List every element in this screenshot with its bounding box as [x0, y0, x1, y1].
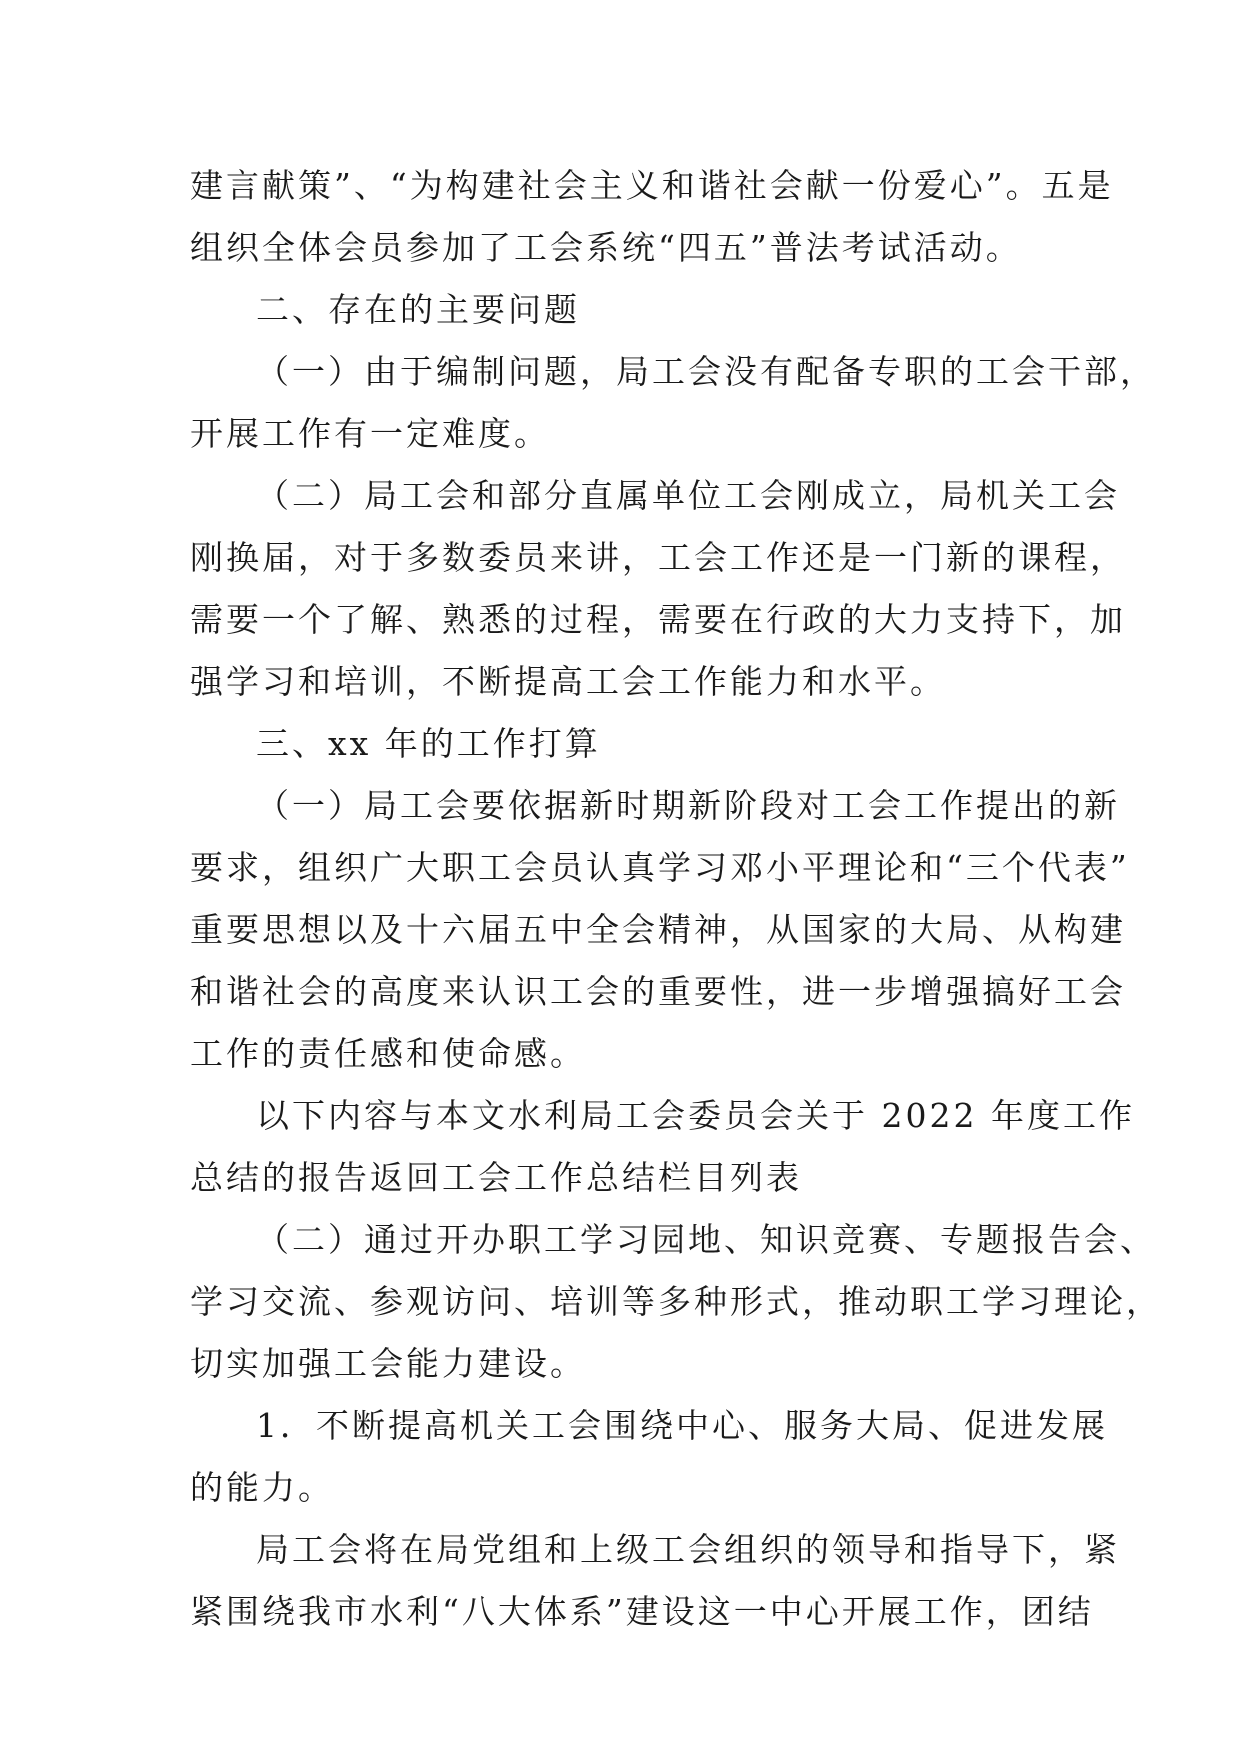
text-line: （二）局工会和部分直属单位工会刚成立，局机关工会	[256, 476, 1120, 515]
text-line: 工作的责任感和使命感。	[190, 1034, 586, 1073]
text-line: 刚换届，对于多数委员来讲，工会工作还是一门新的课程，	[190, 538, 1126, 577]
text-line: 紧围绕我市水利“八大体系”建设这一中心开展工作，团结	[190, 1592, 1094, 1631]
text-line: 学习交流、参观访问、培训等多种形式，推动职工学习理论，	[190, 1282, 1162, 1321]
text-line: （一）由于编制问题，局工会没有配备专职的工会干部，	[256, 352, 1156, 391]
text-line: 局工会将在局党组和上级工会组织的领导和指导下，紧	[256, 1530, 1120, 1569]
text-line: 需要一个了解、熟悉的过程，需要在行政的大力支持下，加	[190, 600, 1126, 639]
text-line: 要求，组织广大职工会员认真学习邓小平理论和“三个代表”	[190, 848, 1130, 887]
document-body	[190, 155, 1162, 1643]
text-line: 和谐社会的高度来认识工会的重要性，进一步增强搞好工会	[190, 972, 1126, 1011]
text-line: 1．不断提高机关工会围绕中心、服务大局、促进发展	[256, 1406, 1108, 1445]
text-line: 重要思想以及十六届五中全会精神，从国家的大局、从构建	[190, 910, 1126, 949]
text-line: 总结的报告返回工会工作总结栏目列表	[190, 1158, 802, 1197]
text-line: （一）局工会要依据新时期新阶段对工会工作提出的新	[256, 786, 1120, 825]
text-line: 的能力。	[190, 1468, 334, 1507]
text-line: （二）通过开办职工学习园地、知识竞赛、专题报告会、	[256, 1220, 1156, 1259]
text-line: 开展工作有一定难度。	[190, 414, 550, 453]
text-line: 以下内容与本文水利局工会委员会关于 2022 年度工作	[256, 1096, 1135, 1135]
text-line: 建言献策”、“为构建社会主义和谐社会献一份爱心”。五是	[190, 166, 1114, 205]
text-line: 二、存在的主要问题	[256, 290, 580, 329]
text-line: 强学习和培训，不断提高工会工作能力和水平。	[190, 662, 946, 701]
text-line: 组织全体会员参加了工会系统“四五”普法考试活动。	[190, 228, 1022, 267]
text-line: 三、xx 年的工作打算	[256, 724, 601, 763]
text-line: 切实加强工会能力建设。	[190, 1344, 586, 1383]
